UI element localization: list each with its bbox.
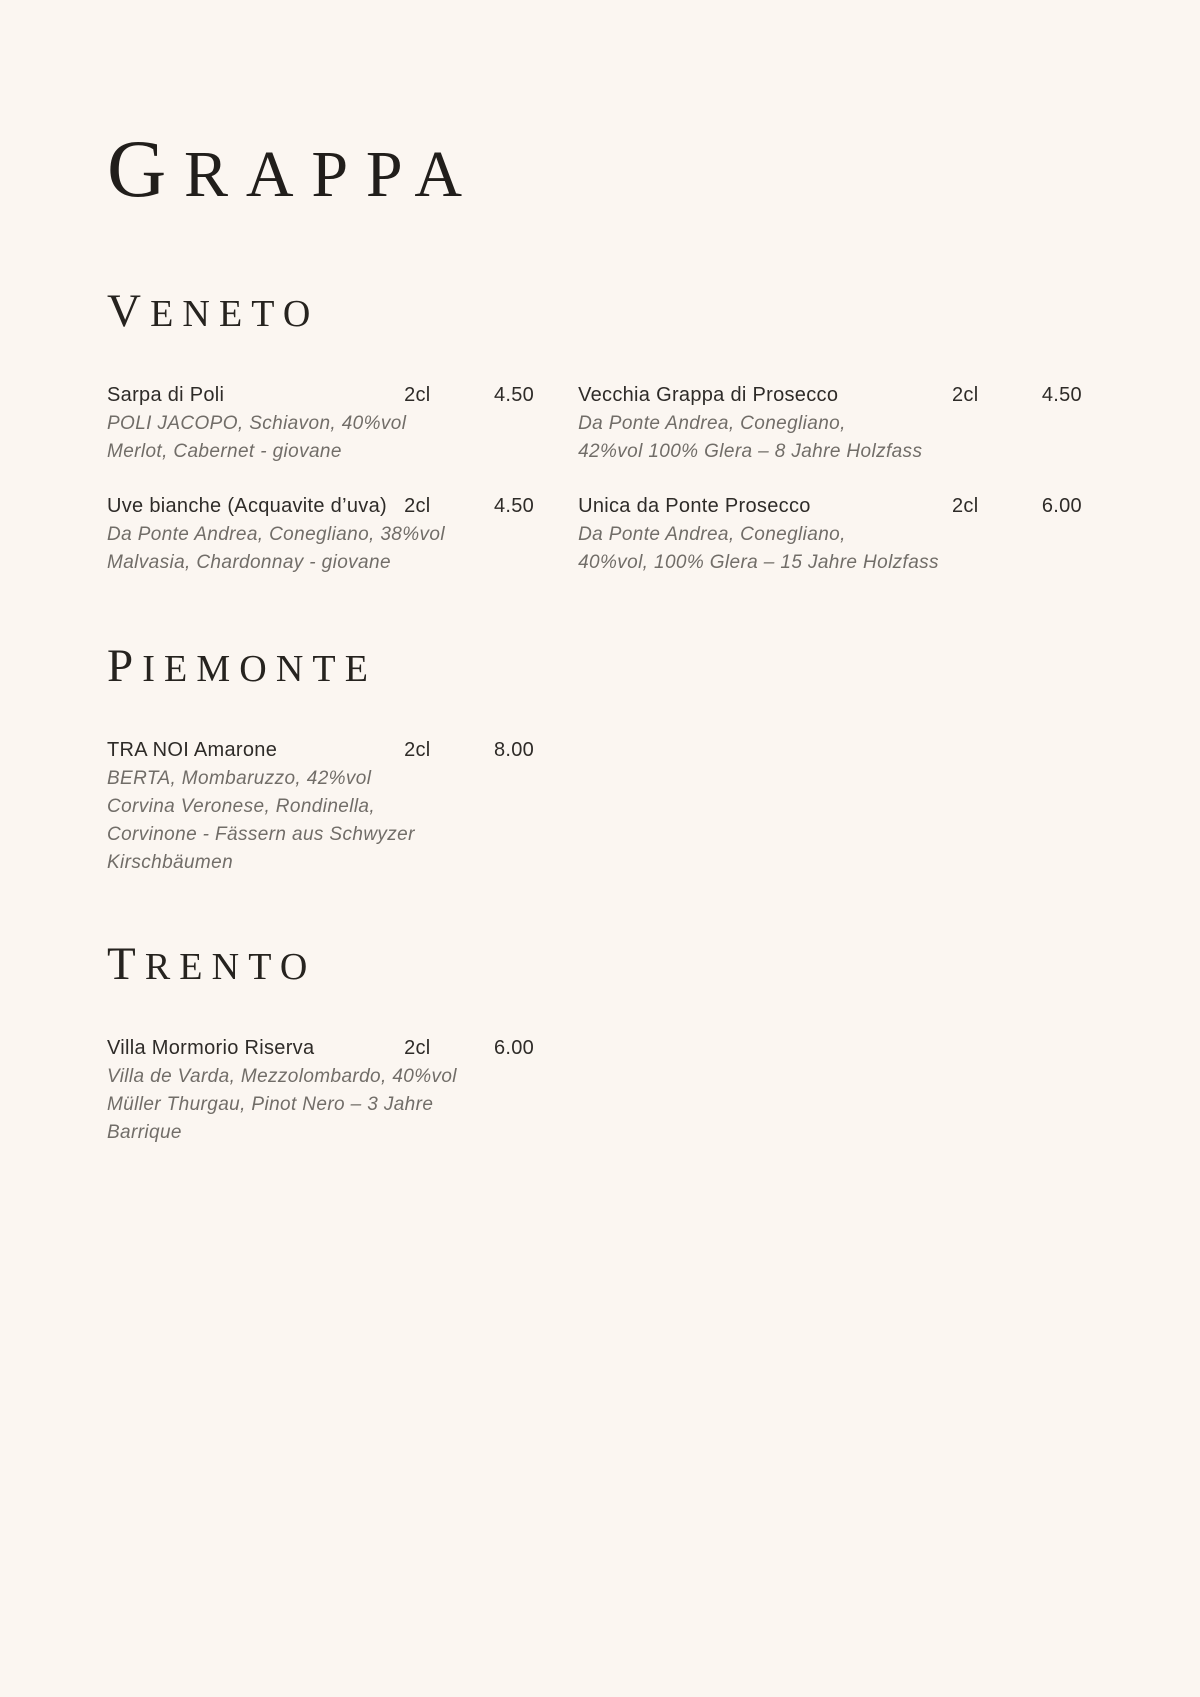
item-desc-line: BERTA, Mombaruzzo, 42%vol (107, 767, 372, 789)
menu-item-tra-noi-amarone (107, 736, 534, 877)
item-price: 6.00 (1041, 495, 1082, 518)
menu-item-uve-bianche (107, 492, 534, 577)
item-name: Uve bianche (Acquavite d’uva) (107, 495, 387, 518)
item-desc-line: Müller Thurgau, Pinot Nero – 3 Jahre (107, 1093, 434, 1115)
item-name: Vecchia Grappa di Prosecco (578, 384, 839, 407)
item-desc-line: Corvina Veronese, Rondinella, (107, 795, 376, 817)
item-size: 2cl (404, 495, 431, 518)
item-desc-line: 40%vol, 100% Glera – 15 Jahre Holzfass (578, 552, 939, 574)
section-piemonte (107, 637, 1082, 877)
menu-item-unica-da-ponte-prosecco (578, 492, 1082, 577)
item-header (107, 736, 534, 764)
item-header (578, 381, 1082, 409)
item-desc-line: Barrique (107, 1121, 182, 1143)
item-name: TRA NOI Amarone (107, 738, 278, 761)
item-description (107, 410, 534, 466)
menu-item-sarpa-di-poli (107, 381, 534, 466)
item-desc-line: Merlot, Cabernet - giovane (107, 441, 342, 463)
section-title-piemonte: PIEMONTE (107, 640, 378, 693)
section-veneto-items (107, 381, 1082, 577)
item-size: 2cl (952, 384, 979, 407)
item-name: Unica da Ponte Prosecco (578, 495, 811, 518)
item-desc-line: Malvasia, Chardonnay - giovane (107, 552, 391, 574)
item-desc-line: Villa de Varda, Mezzolombardo, 40%vol (107, 1065, 457, 1087)
page-title: GRAPPA (107, 123, 480, 214)
item-size: 2cl (404, 1036, 431, 1059)
section-title-trento: TRENTO (107, 937, 317, 990)
item-size: 2cl (952, 495, 979, 518)
item-header (107, 381, 534, 409)
section-trento (107, 935, 1082, 1147)
item-header (107, 492, 534, 520)
section-title-veneto: VENETO (107, 285, 320, 338)
item-price: 4.50 (493, 384, 535, 407)
item-header (107, 1034, 534, 1062)
item-desc-line: Da Ponte Andrea, Conegliano, 38%vol (107, 524, 445, 546)
item-description (107, 521, 534, 577)
menu-item-villa-mormorio-riserva (107, 1034, 534, 1147)
item-desc-line: 42%vol 100% Glera – 8 Jahre Holzfass (578, 441, 923, 463)
item-desc-line: POLI JACOPO, Schiavon, 40%vol (107, 413, 407, 435)
item-desc-line: Corvinone - Fässern aus Schwyzer (107, 823, 415, 845)
item-description (578, 521, 1082, 577)
item-description (107, 1063, 534, 1147)
item-desc-line: Da Ponte Andrea, Conegliano, (578, 413, 846, 435)
item-price: 4.50 (493, 495, 535, 518)
item-name: Sarpa di Poli (107, 384, 225, 407)
item-desc-line: Kirschbäumen (107, 851, 234, 873)
item-size: 2cl (404, 384, 431, 407)
section-piemonte-items (107, 736, 1082, 877)
item-size: 2cl (404, 738, 431, 761)
item-price: 8.00 (493, 738, 535, 761)
menu-item-vecchia-grappa-di-prosecco (578, 381, 1082, 466)
item-price: 4.50 (1041, 384, 1082, 407)
section-veneto (107, 282, 1082, 577)
item-desc-line: Da Ponte Andrea, Conegliano, (578, 524, 846, 546)
section-trento-items (107, 1034, 1082, 1147)
item-description (578, 410, 1082, 466)
item-header (578, 492, 1082, 520)
item-price: 6.00 (493, 1036, 535, 1059)
item-name: Villa Mormorio Riserva (107, 1036, 315, 1059)
item-description (107, 765, 534, 877)
